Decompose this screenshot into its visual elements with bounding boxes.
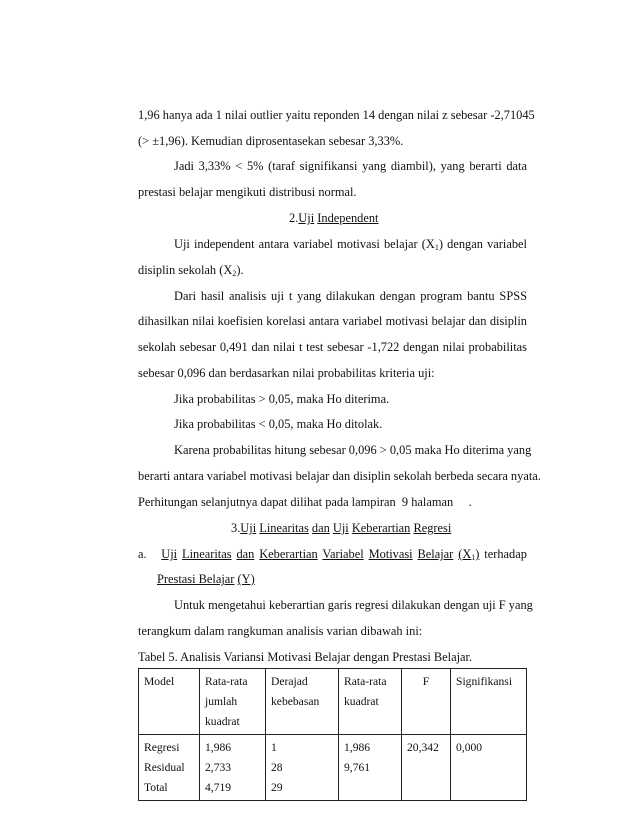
header-rata-rata-kuadrat: Rata-rata kuadrat [339,669,402,735]
text-line: sekolah sebesar 0,491 dan nilai t test sebesar -1,722 dengan nilai probabilitas [138,340,527,354]
header-derajad-kebebasan: Derajad kebebasan [266,669,339,735]
cell-rata-rata-jumlah-kuadrat: 1,986 2,733 4,719 [200,735,266,801]
criteria-line: Jika probabilitas < 0,05, maka Ho ditolak. [174,417,383,431]
text-line: Perhitungan selanjutnya dapat dilihat pada lampiran 9 halaman . [138,495,472,509]
section-heading: 3.Uji Linearitas dan Uji Keberartian Regresi [231,521,452,535]
text-line: dihasilkan nilai koefisien korelasi antara variabel motivasi belajar dan disiplin [138,314,527,328]
table-header-row [139,669,527,735]
text-line: prestasi belajar mengikuti distribusi normal. [138,185,357,199]
text-line: berarti antara variabel motivasi belajar dan disiplin sekolah berbeda secara nyata. [138,469,541,483]
heading-number: 2. [289,211,299,225]
cell-signifikansi: 0,000 [451,735,527,801]
text-line: disiplin sekolah $(X_2)$. [138,263,244,278]
heading-word: Uji [298,211,315,225]
text-line: (> ±1,96). Kemudian diprosentasekan sebesar 3,33%. [138,134,404,148]
cell-derajad-kebebasan: 1 28 29 [266,735,339,801]
table-caption: Tabel 5. Analisis Variansi Motivasi Belajar dengan Prestasi Belajar. [138,650,473,664]
text-line: Uji independent antara variabel motivasi belajar $(X_1)$ dengan variabel [174,237,527,252]
text-line: sebesar 0,096 dan berdasarkan nilai probabilitas kriteria uji: [138,366,435,380]
table-row [139,735,527,801]
header-f: F [402,669,451,735]
text-line: Jadi 3,33% < 5% (taraf signifikansi yang diambil), yang berarti data [174,159,527,173]
header-signifikansi: Signifikansi [451,669,527,735]
text-line: Karena probabilitas hitung sebesar 0,096 > 0,05 maka Ho diterima yang [174,443,532,457]
cell-model: Regresi Residual Total [139,735,200,801]
subsection-heading: a. Uji Linearitas dan Keberartian Variabel Motivasi Belajar $(X_1)$ terhadap [138,547,527,562]
criteria-line: Jika probabilitas > 0,05, maka Ho diterima. [174,392,390,406]
heading-word: Independent [317,211,379,225]
header-model: Model [139,669,200,735]
header-rata-rata-jumlah-kuadrat: Rata-rata jumlah kuadrat [200,669,266,735]
anova-table [138,668,527,801]
text-line: Dari hasil analisis uji t yang dilakukan dengan program bantu SPSS [174,289,527,303]
section-heading [289,210,379,226]
text-line: 1,96 hanya ada 1 nilai outlier yaitu reponden 14 dengan nilai z sebesar -2,71045 [138,108,535,122]
text-line: terangkum dalam rangkuman analisis varian dibawah ini: [138,624,423,638]
cell-rata-rata-kuadrat: 1,986 9,761 [339,735,402,801]
subsection-heading-cont: Prestasi Belajar (Y) [157,572,255,586]
cell-f: 20,342 [402,735,451,801]
text-line: Untuk mengetahui keberartian garis regresi dilakukan dengan uji F yang [174,598,533,612]
